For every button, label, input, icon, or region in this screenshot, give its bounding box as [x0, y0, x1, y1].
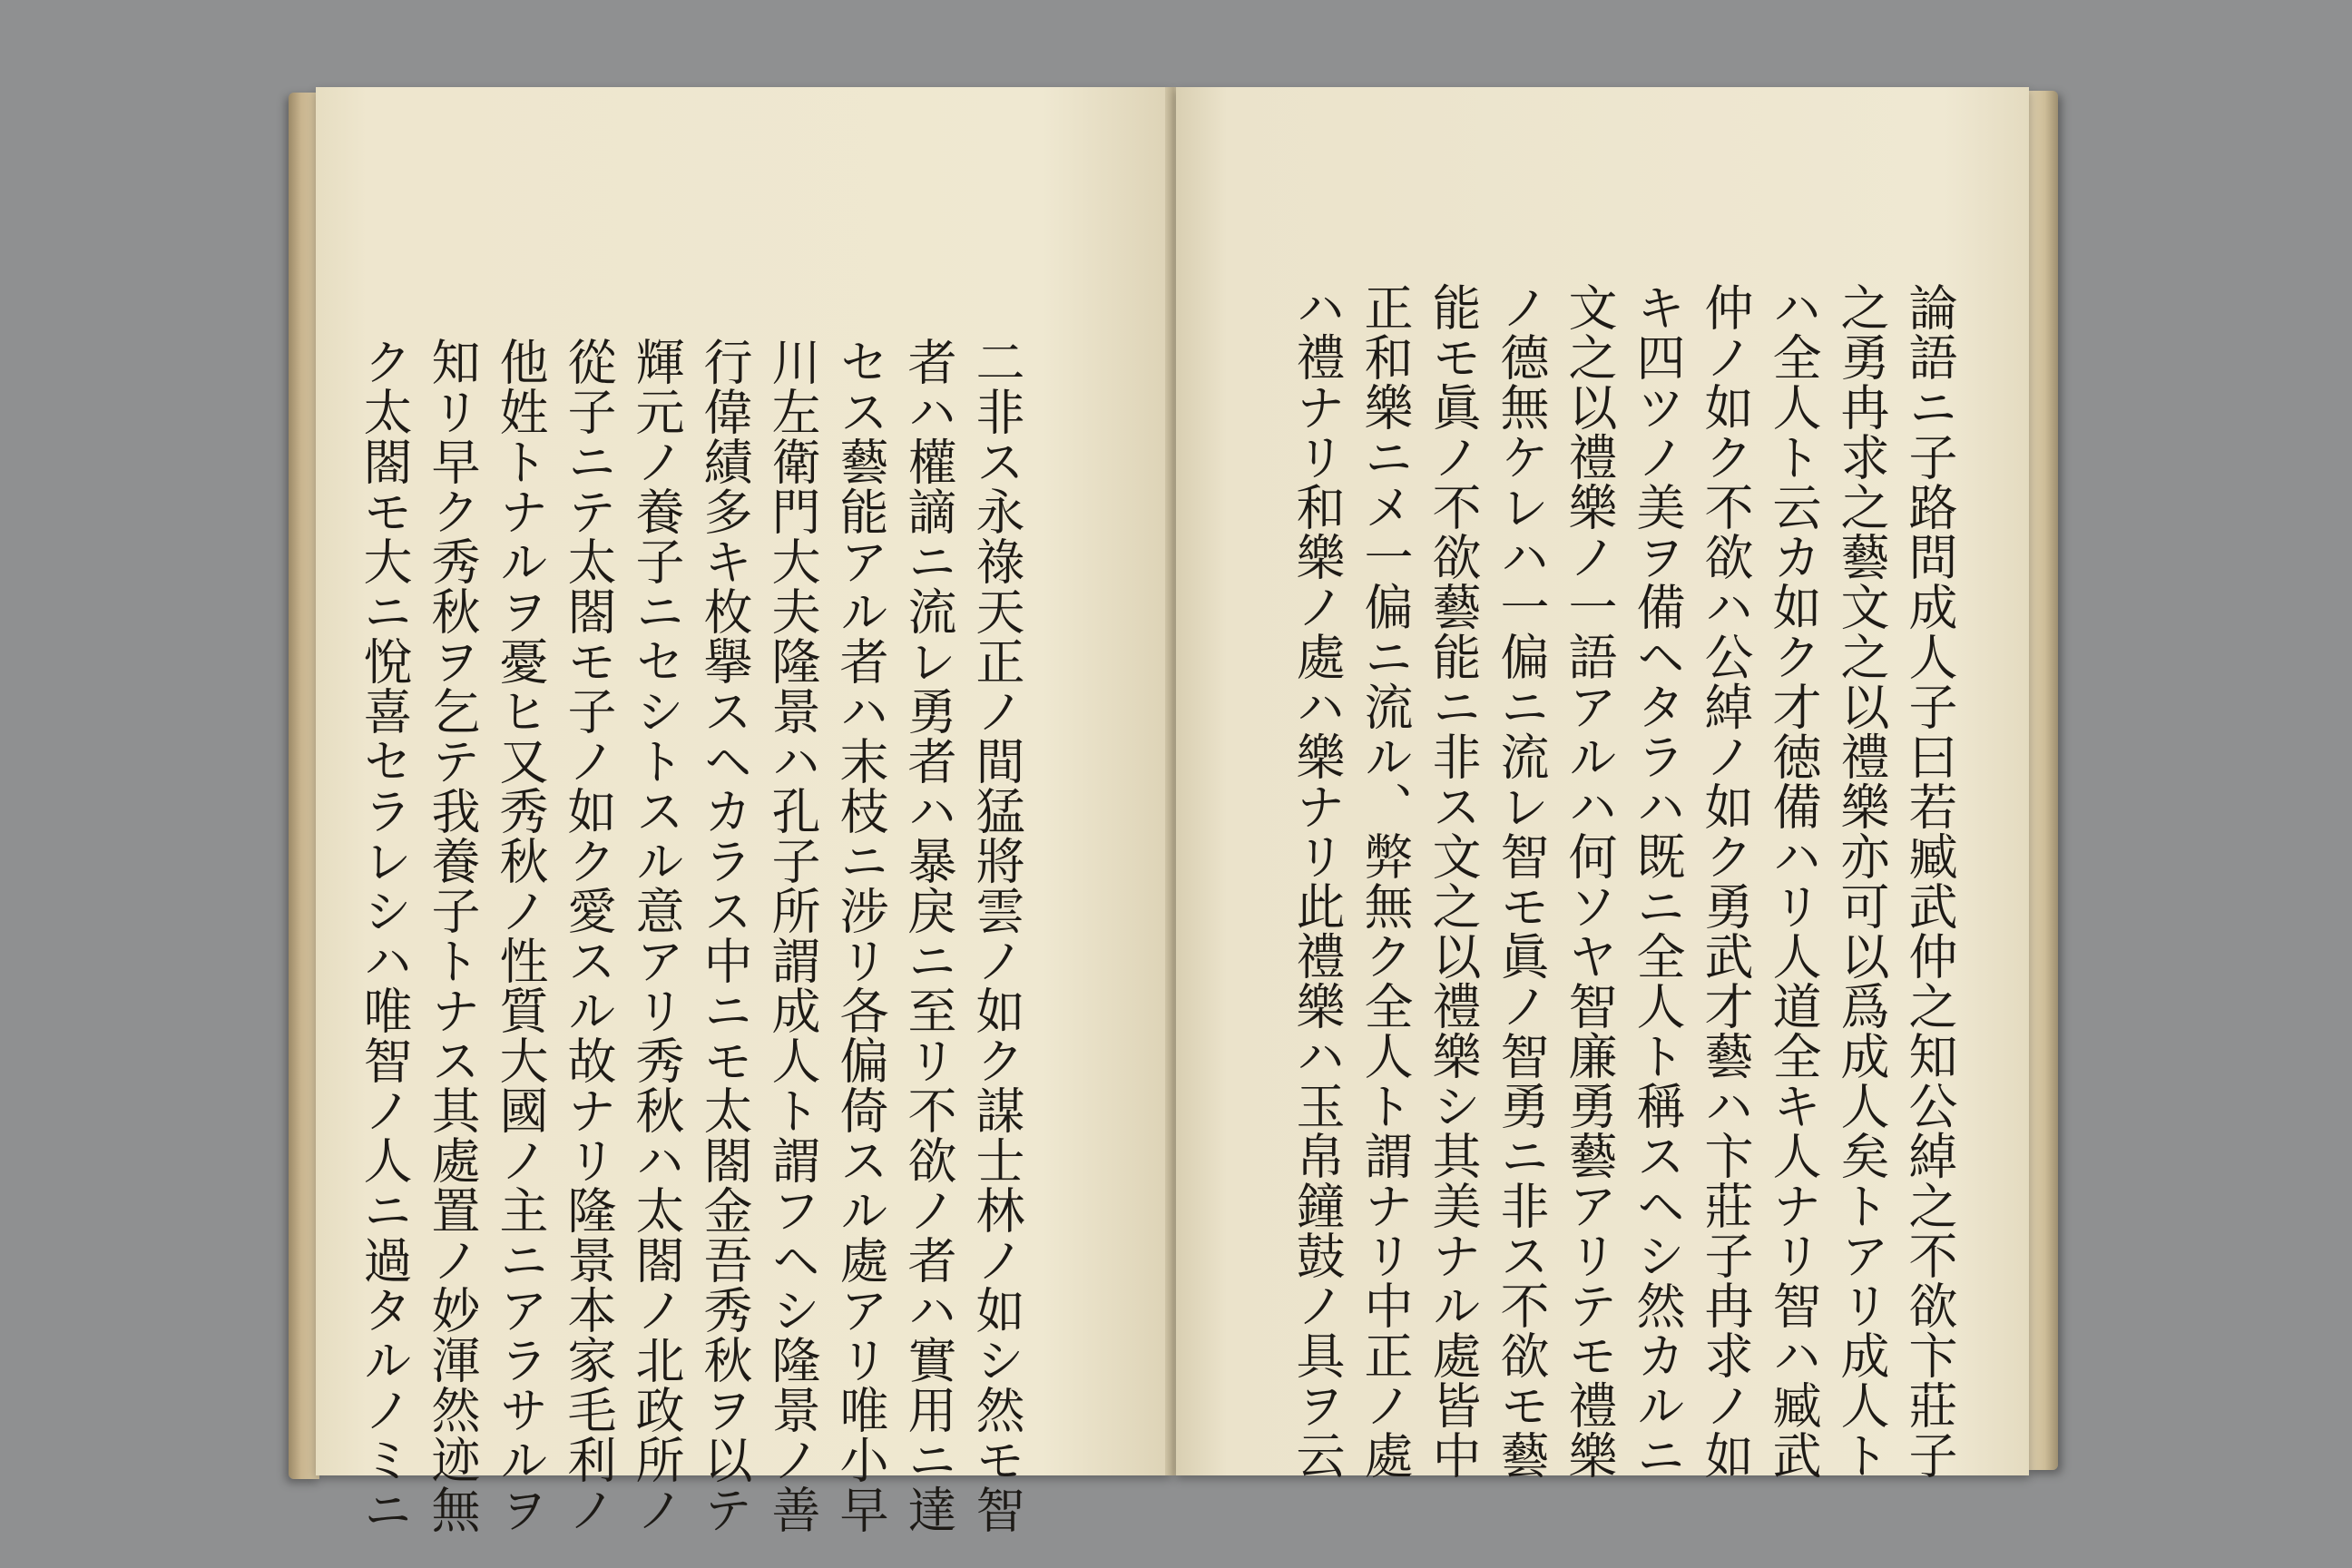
right-page-stack-edge	[2025, 91, 2058, 1470]
right-column-4: 仲ノ如ク不欲ハ公綽ノ如ク勇武才藝ハ卞莊子冉求ノ如	[1697, 282, 1754, 1480]
left-column-6: 輝元ノ養子ニセシトスル意アリ秀秋ハ太閤ノ北政所ノ	[628, 337, 685, 1534]
right-column-8: 能モ眞ノ不欲藝能ニ非ス文之以禮樂シ其美ナル處皆中	[1425, 282, 1482, 1480]
left-column-10: ク太閤モ大ニ悅喜セラレシハ唯智ノ人ニ過タルノミニ	[356, 337, 413, 1534]
right-column-3: ハ全人ト云カ如ク才徳備ハリ人道全キ人ナリ智ハ臧武	[1765, 282, 1822, 1480]
right-page	[1176, 87, 2029, 1480]
left-column-5: 行偉績多キ枚擧スヘカラス中ニモ太閤金吾秀秋ヲ以テ	[696, 337, 753, 1534]
left-column-8: 他姓トナルヲ憂ヒ又秀秋ノ性質大國ノ主ニアラサルヲ	[492, 337, 549, 1534]
left-page	[316, 87, 1171, 1534]
right-column-2: 之勇冉求之藝文之以禮樂亦可以爲成人矣トアリ成人ト	[1833, 282, 1890, 1480]
right-page-text-block	[1176, 87, 2029, 1480]
right-column-1: 論語ニ子路問成人子曰若臧武仲之知公綽之不欲卞莊子	[1901, 282, 1958, 1480]
left-page-text-block	[316, 87, 1171, 1534]
right-column-10: ハ禮ナリ和樂ノ處ハ樂ナリ此禮樂ハ玉帛鐘鼓ノ具ヲ云	[1289, 282, 1346, 1480]
left-column-7: 從子ニテ太閤モ子ノ如ク愛スル故ナリ隆景本家毛利ノ	[560, 337, 617, 1534]
left-column-3: セス藝能アル者ハ末枝ニ涉リ各偏倚スル處アリ唯小早	[832, 337, 889, 1534]
open-book	[289, 82, 2058, 1534]
right-column-6: 文之以禮樂ノ一語アルハ何ソヤ智廉勇藝アリテモ禮樂	[1561, 282, 1618, 1480]
right-column-5: キ四ツノ美ヲ備ヘタラハ既ニ全人ト稱スヘシ然カルニ	[1629, 282, 1686, 1480]
right-column-7: ノ德無ケレハ一偏ニ流レ智モ眞ノ智勇ニ非ス不欲モ藝	[1493, 282, 1550, 1480]
left-column-1: 二非ス永祿天正ノ間猛將雲ノ如ク謀士林ノ如シ然モ智	[968, 337, 1025, 1534]
left-column-9: 知リ早ク秀秋ヲ乞テ我養子トナス其處置ノ妙渾然迹無	[424, 337, 481, 1534]
right-column-9: 正和樂ニメ一偏ニ流ル、弊無ク全人ト謂ナリ中正ノ處	[1357, 282, 1414, 1480]
left-page-stack-edge	[289, 93, 319, 1479]
left-column-2: 者ハ權謫ニ流レ勇者ハ暴戾ニ至リ不欲ノ者ハ實用ニ達	[900, 337, 957, 1534]
left-column-4: 川左衛門大夫隆景ハ孔子所謂成人ト謂フヘシ隆景ノ善	[764, 337, 821, 1534]
